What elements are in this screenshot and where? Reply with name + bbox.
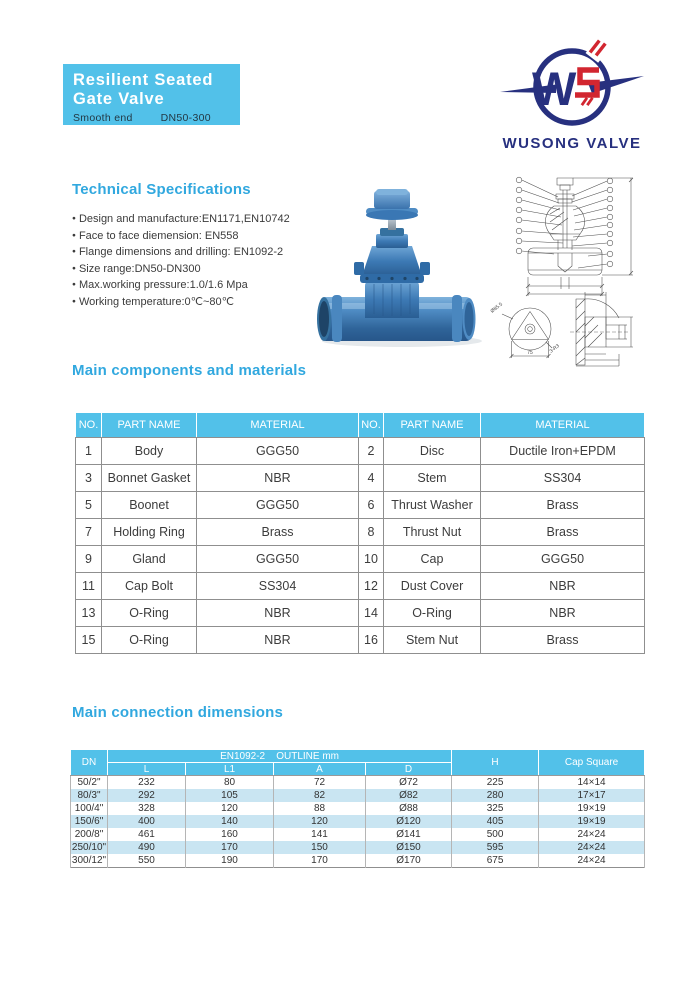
dimensions-header-row-1 (71, 750, 645, 763)
table-cell: 400 (108, 815, 186, 828)
table-cell: Ø88 (366, 802, 452, 815)
table-cell: O-Ring (384, 600, 481, 627)
table-row (71, 841, 645, 854)
dimensions-heading: Main connection dimensions (72, 704, 284, 721)
table-cell: 1 (76, 438, 102, 465)
table-row (76, 573, 645, 600)
table-cell: Thrust Nut (384, 519, 481, 546)
company-logo (498, 38, 646, 158)
table-cell: GGG50 (481, 546, 645, 573)
column-header: PART NAME (384, 413, 481, 438)
table-cell: GGG50 (197, 492, 359, 519)
product-subtitle (73, 112, 240, 124)
table-cell: 80 (186, 776, 274, 790)
table-row (71, 789, 645, 802)
table-cell: SS304 (197, 573, 359, 600)
table-row (71, 828, 645, 841)
table-cell: Bonnet Gasket (102, 465, 197, 492)
table-cell: 80/3" (71, 789, 108, 802)
table-cell: 120 (274, 815, 366, 828)
table-cell: 280 (452, 789, 539, 802)
table-cell: 6 (359, 492, 384, 519)
table-cell: 16 (359, 627, 384, 654)
table-row (71, 802, 645, 815)
table-cell: 9 (76, 546, 102, 573)
table-cell: 150/6" (71, 815, 108, 828)
table-row (76, 438, 645, 465)
table-cell: Ø141 (366, 828, 452, 841)
table-cell: Disc (384, 438, 481, 465)
dimensions-table (70, 749, 645, 868)
table-cell: 14 (359, 600, 384, 627)
table-cell: 19×19 (539, 802, 645, 815)
tech-specs-heading: Technical Specifications (72, 181, 251, 198)
table-row (76, 627, 645, 654)
table-cell: 325 (452, 802, 539, 815)
table-cell: 250/10" (71, 842, 107, 853)
table-cell: Thrust Washer (384, 492, 481, 519)
components-heading: Main components and materials (72, 362, 307, 379)
table-cell: SS304 (481, 465, 645, 492)
valve-product-photo (310, 186, 490, 351)
column-header: L1 (186, 763, 274, 776)
table-cell: 170 (274, 854, 366, 868)
table-cell: 500 (452, 828, 539, 841)
table-cell: NBR (197, 600, 359, 627)
table-cell: 88 (274, 802, 366, 815)
table-cell: 141 (274, 828, 366, 841)
table-cell: 50/2" (71, 776, 108, 790)
table-cell: Cap (384, 546, 481, 573)
table-row (76, 465, 645, 492)
column-header: NO. (76, 413, 102, 438)
table-cell: Ø170 (366, 854, 452, 868)
table-cell: 19×19 (539, 815, 645, 828)
table-cell: Dust Cover (384, 573, 481, 600)
column-group-header: EN1092-2 OUTLINE mm (108, 750, 452, 763)
table-cell: O-Ring (102, 627, 197, 654)
table-cell: 72 (274, 776, 366, 790)
size-range-label: DN50-300 (160, 112, 211, 124)
table-row (71, 815, 645, 828)
table-cell: Body (102, 438, 197, 465)
table-cell: 292 (108, 789, 186, 802)
table-row (76, 546, 645, 573)
technical-drawing (488, 168, 684, 374)
table-cell: 100/4" (71, 802, 108, 815)
table-cell: 2 (359, 438, 384, 465)
column-header: A (274, 763, 366, 776)
table-cell: 24×24 (539, 854, 645, 868)
table-cell: Holding Ring (102, 519, 197, 546)
table-cell: GGG50 (197, 546, 359, 573)
table-cell: GGG50 (197, 438, 359, 465)
table-cell: Ø82 (366, 789, 452, 802)
product-title-line2: Gate Valve (73, 90, 165, 108)
table-cell: 24×24 (539, 841, 645, 854)
table-cell: 160 (186, 828, 274, 841)
table-cell: 11 (76, 573, 102, 600)
table-cell: 8 (359, 519, 384, 546)
table-cell: 4 (359, 465, 384, 492)
spec-item: ● Flange dimensions and drilling: EN1092-2 (72, 244, 317, 261)
table-cell: 225 (452, 776, 539, 790)
table-cell: Ø72 (366, 776, 452, 790)
table-cell: 595 (452, 841, 539, 854)
end-type-label: Smooth end (73, 112, 133, 124)
logo-monogram: W (532, 62, 577, 115)
table-cell: 10 (359, 546, 384, 573)
column-header: D (366, 763, 452, 776)
table-cell: 550 (108, 854, 186, 868)
spec-item: ● Design and manufacture:EN1171,EN10742 (72, 211, 317, 228)
table-cell: 150 (274, 841, 366, 854)
table-cell: Ø150 (366, 841, 452, 854)
table-row (71, 854, 645, 868)
table-cell: Stem Nut (384, 627, 481, 654)
table-row (76, 519, 645, 546)
table-cell: Cap Bolt (102, 573, 197, 600)
table-cell: 105 (186, 789, 274, 802)
tech-specs-list (72, 211, 317, 310)
logo-mark-icon (498, 38, 646, 134)
table-cell: Brass (481, 492, 645, 519)
spec-item: ● Working temperature:0℃~80℃ (72, 294, 317, 311)
table-row (76, 492, 645, 519)
table-cell: 328 (108, 802, 186, 815)
column-header-cap-square: Cap Square (539, 750, 645, 776)
product-title-line1: Resilient Seated (73, 71, 214, 89)
column-header: MATERIAL (481, 413, 645, 438)
corner-radius-label: 3-R3 (548, 343, 561, 355)
column-header: L (108, 763, 186, 776)
table-cell: 405 (452, 815, 539, 828)
table-cell: 300/12" (71, 855, 107, 866)
table-cell: Brass (481, 627, 645, 654)
table-cell: NBR (481, 573, 645, 600)
column-header-dn: DN (71, 750, 108, 776)
table-cell: Stem (384, 465, 481, 492)
table-cell: 461 (108, 828, 186, 841)
table-cell: Brass (481, 519, 645, 546)
column-header: PART NAME (102, 413, 197, 438)
table-cell: Ductile Iron+EPDM (481, 438, 645, 465)
company-name: WUSONG VALVE (502, 135, 642, 152)
table-cell: 120 (186, 802, 274, 815)
table-cell: 17×17 (539, 789, 645, 802)
spec-item: ● Max.working pressure:1.0/1.6 Mpa (72, 277, 317, 294)
column-header: MATERIAL (197, 413, 359, 438)
table-cell: 170 (186, 841, 274, 854)
table-cell: 13 (76, 600, 102, 627)
table-cell: 5 (76, 492, 102, 519)
table-cell: 3 (76, 465, 102, 492)
column-header: NO. (359, 413, 384, 438)
spec-item: ● Size range:DN50-DN300 (72, 261, 317, 278)
table-cell: 14×14 (539, 776, 645, 790)
spec-item: ● Face to face diemension: EN558 (72, 228, 317, 245)
table-row (76, 600, 645, 627)
title-block (63, 64, 240, 125)
table-cell: 140 (186, 815, 274, 828)
table-cell: Brass (197, 519, 359, 546)
table-cell: 24×24 (539, 828, 645, 841)
table-cell: 15 (76, 627, 102, 654)
table-cell: 82 (274, 789, 366, 802)
table-cell: NBR (481, 600, 645, 627)
table-cell: 12 (359, 573, 384, 600)
components-table (75, 412, 645, 654)
table-cell: 232 (108, 776, 186, 790)
components-header-row (76, 413, 645, 438)
column-header-h: H (452, 750, 539, 776)
cap-diameter-label: Ø85.5 (489, 301, 504, 315)
table-cell: Ø120 (366, 815, 452, 828)
cap-square-width-dim: 75 (527, 350, 533, 356)
table-cell: 675 (452, 854, 539, 868)
table-row (71, 776, 645, 790)
table-cell: O-Ring (102, 600, 197, 627)
table-cell: Gland (102, 546, 197, 573)
table-cell: 200/8" (71, 828, 108, 841)
table-cell: 190 (186, 854, 274, 868)
table-cell: NBR (197, 627, 359, 654)
table-cell: 7 (76, 519, 102, 546)
table-cell: 490 (108, 841, 186, 854)
table-cell: Boonet (102, 492, 197, 519)
table-cell: NBR (197, 465, 359, 492)
